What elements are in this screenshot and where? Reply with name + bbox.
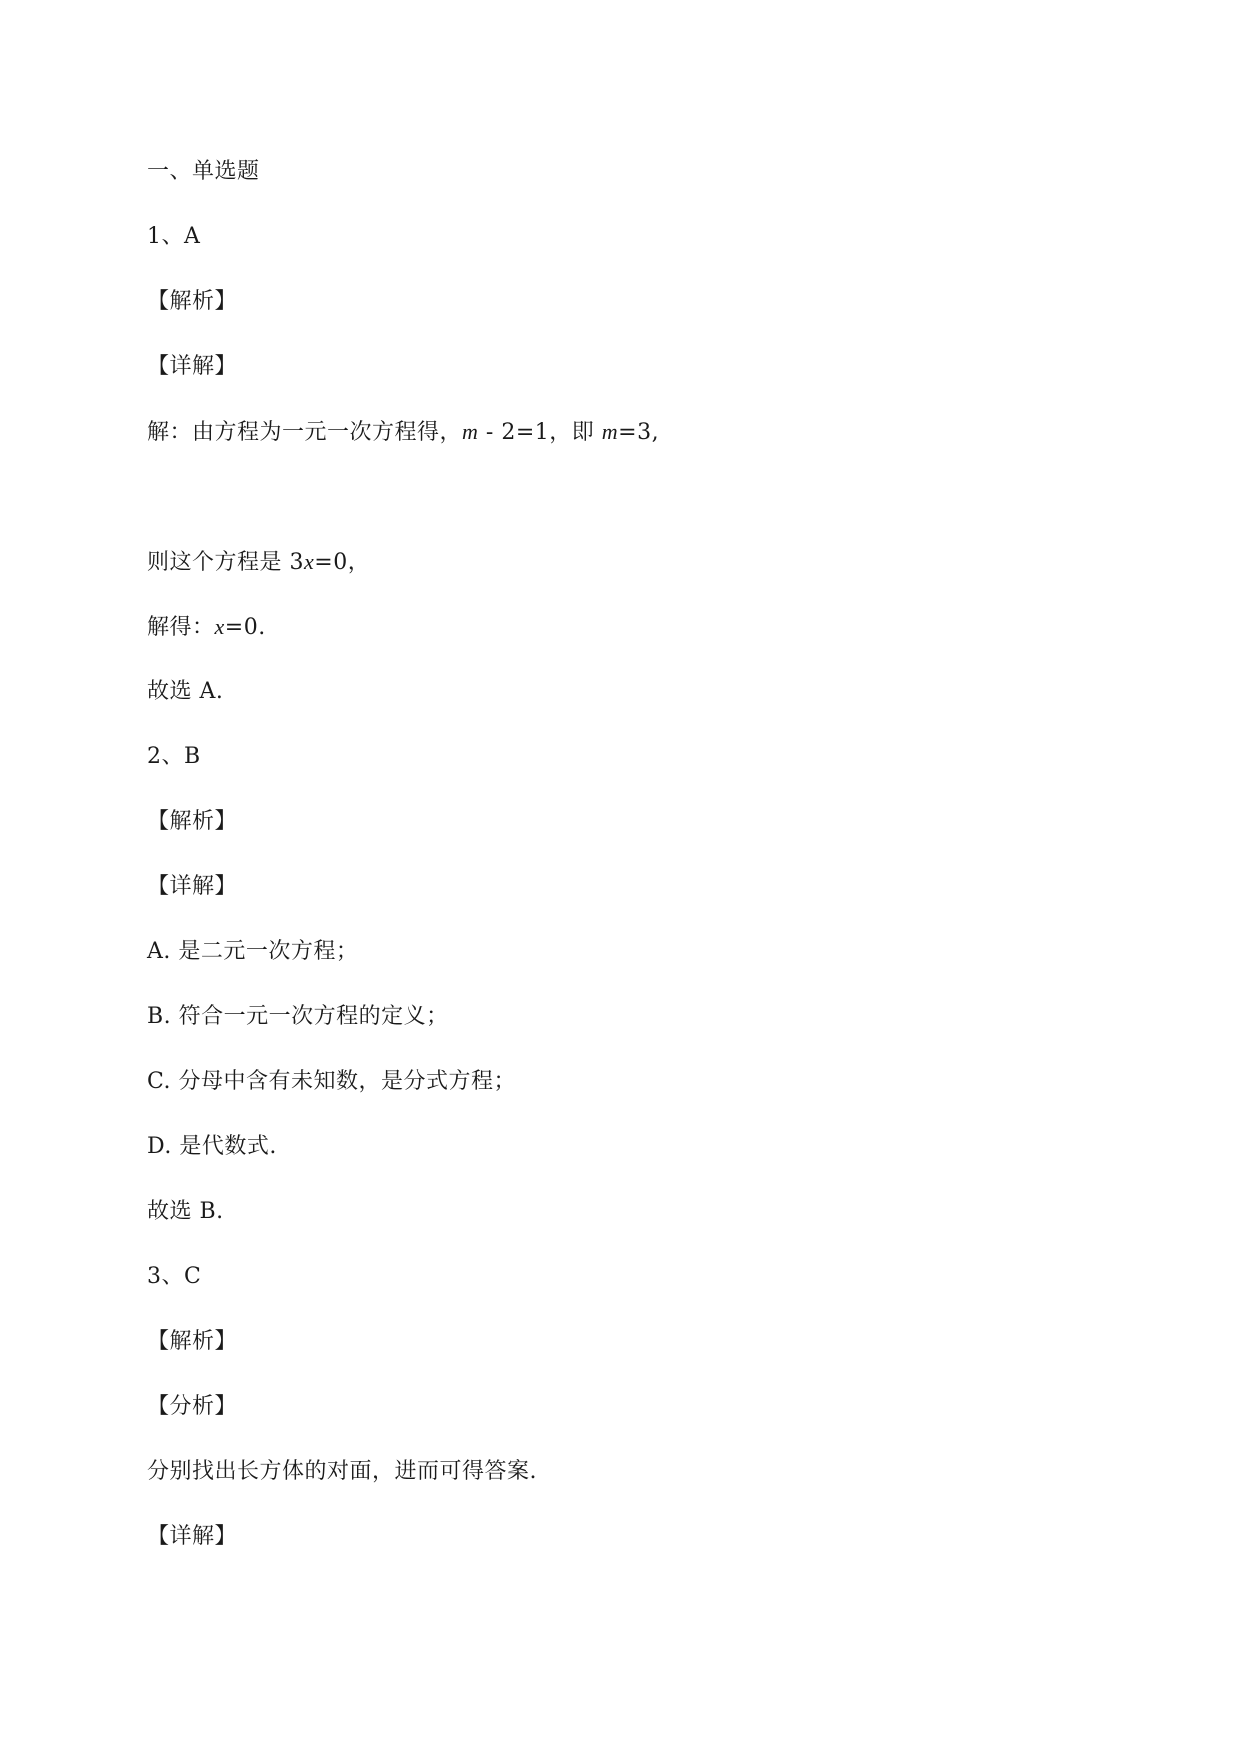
q1-line2-prefix: 则这个方程是 3 <box>147 550 304 575</box>
q2-analysis-tag: 【解析】 <box>147 809 238 834</box>
q1-line3-var: x <box>214 614 225 639</box>
q3-analysis-tag: 【解析】 <box>147 1329 238 1354</box>
q1-line1-var2: m <box>601 419 619 444</box>
q1-line3-suffix: =0. <box>224 615 266 640</box>
q2-option-d: D. 是代数式. <box>147 1134 277 1159</box>
q1-solution-line-2 <box>147 548 370 577</box>
q2-option-c: C. 分母中含有未知数，是分式方程； <box>147 1069 517 1094</box>
q3-analysis-text: 分别找出长方体的对面，进而可得答案. <box>147 1459 537 1484</box>
q1-analysis-tag: 【解析】 <box>147 289 238 314</box>
q2-option-b: B. 符合一元一次方程的定义； <box>147 1004 449 1029</box>
q2-option-a: A. 是二元一次方程； <box>147 939 359 964</box>
section-title: 一、单选题 <box>147 159 260 184</box>
q1-number: 1、A <box>147 224 201 249</box>
q1-conclusion: 故选 A. <box>147 679 224 704</box>
q3-detail-tag: 【详解】 <box>147 1524 238 1549</box>
q1-line1-prefix: 解：由方程为一元一次方程得， <box>147 420 463 445</box>
q1-line1-suffix: =3, <box>618 420 660 445</box>
q1-line3-prefix: 解得： <box>147 615 215 640</box>
q1-line1-var1: m <box>462 419 479 444</box>
q1-line2-var: x <box>304 549 315 574</box>
q1-solution-line-1 <box>147 418 659 447</box>
q1-detail-tag: 【详解】 <box>147 354 238 379</box>
q2-detail-tag: 【详解】 <box>147 874 238 899</box>
q2-conclusion: 故选 B. <box>147 1199 224 1224</box>
q1-solution-line-3 <box>147 613 266 642</box>
q3-analysis2-tag: 【分析】 <box>147 1394 238 1419</box>
q1-line2-suffix: =0， <box>314 550 371 575</box>
q1-line1-mid: - 2=1，即 <box>478 420 602 445</box>
q2-number: 2、B <box>147 744 201 769</box>
q3-number: 3、C <box>147 1264 202 1289</box>
